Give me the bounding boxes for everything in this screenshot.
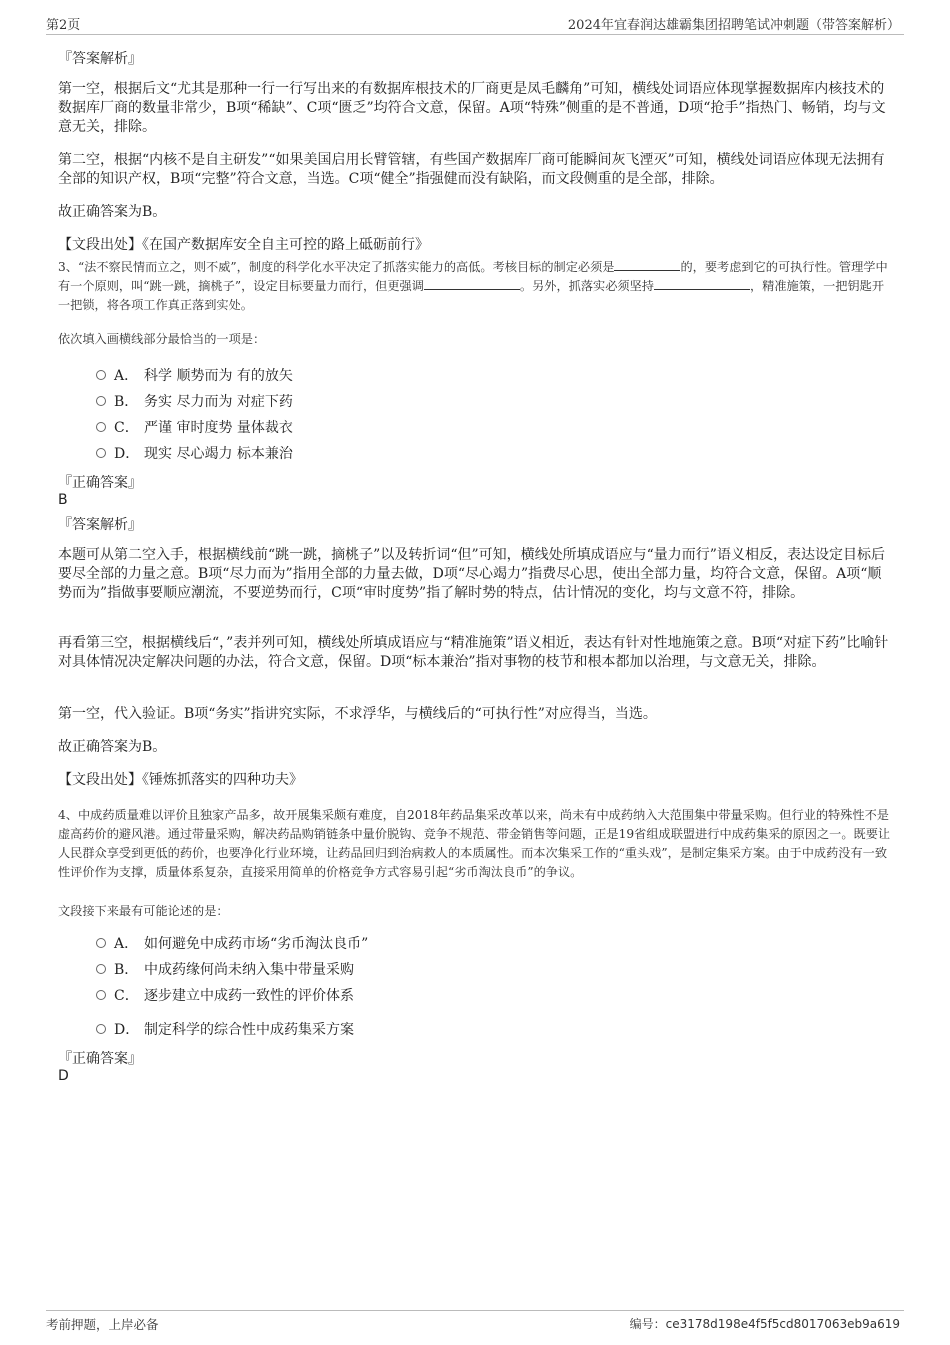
page-number: 第2页 (46, 18, 81, 33)
q3-prompt: 依次填入画横线部分最恰当的一项是： (58, 332, 266, 346)
q3-option-d[interactable]: D． 现实 尽心竭力 标本兼治 (96, 444, 293, 464)
q3-analysis-p3: 第一空，代入验证。B项“务实”指讲究实际，不求浮华，与横线后的“可执行性”对应得当，当选。 (58, 706, 657, 722)
q3-source: 【文段出处】《锤炼抓落实的四种功夫》 (58, 772, 303, 788)
q2-conclusion: 故正确答案为B。 (58, 204, 167, 220)
radio-icon[interactable] (96, 422, 106, 432)
q3-blank-3 (654, 277, 750, 290)
q3-analysis-p2: 再看第三空，根据横线后“，”表并列可知，横线处所填成语应与“精准施策”语义相近，表达有针对性地施策之意。B项“对症下药”比喻针对具体情况决定解决问题的办法，符合文意，保留。D项“标本兼治”指对事物的枝节和根本都加以治理，与文意无关，排除。 (58, 635, 889, 670)
q4-prompt: 文段接下来最有可能论述的是： (58, 904, 229, 918)
q4-option-b[interactable]: B． 中成药缘何尚未纳入集中带量采购 (96, 960, 354, 980)
footer-slogan: 考前押题，上岸必备 (46, 1317, 159, 1332)
q3-option-c[interactable]: C． 严谨 审时度势 量体裁衣 (96, 418, 293, 438)
q3-answer-label: 『正确答案』 (58, 475, 142, 491)
radio-icon[interactable] (96, 990, 106, 1000)
q3-stem-part-b: 的，要考虑到它的可执行性。管理学中有一个原则，叫“跳一跳，摘桃子”，设定目标要量力而行，但更强调 (58, 260, 888, 293)
q3-option-b[interactable]: B． 务实 尽力而为 对症下药 (96, 392, 293, 412)
radio-icon[interactable] (96, 448, 106, 458)
q4-answer: D (58, 1068, 69, 1084)
q4-option-d[interactable]: D． 制定科学的综合性中成药集采方案 (96, 1020, 354, 1040)
q3-answer: B (58, 492, 68, 508)
q3-conclusion: 故正确答案为B。 (58, 739, 167, 755)
q4-option-c[interactable]: C． 逐步建立中成药一致性的评价体系 (96, 986, 354, 1006)
q2-analysis-label: 『答案解析』 (58, 51, 142, 67)
q3-analysis-label: 『答案解析』 (58, 517, 142, 533)
q3-blank-1 (614, 258, 680, 271)
radio-icon[interactable] (96, 396, 106, 406)
document-title: 2024年宜春润达雄霸集团招聘笔试冲刺题（带答案解析） (567, 18, 900, 33)
q3-analysis-p1: 本题可从第二空入手，根据横线前“跳一跳，摘桃子”以及转折词“但”可知，横线处所填成语应与“量力而行”语义相反，表达设定目标后要尽全部的力量之意。B项“尽力而为”指用全部的力量去做，D项“尽心竭力”指费尽心思，使出全部力量，均符合文意，保留。A项“顺势而为”指做事要顺应潮流，不要逆势而行，C项“审时度势”指了解时势的特点，估计情况的变化，均与文意不符，排除。 (58, 547, 885, 601)
q3-stem-part-c: 。另外，抓落实必须坚持 (519, 279, 654, 293)
q3-option-a[interactable]: A． 科学 顺势而为 有的放矢 (96, 366, 293, 386)
q3-stem-part-a: 3、“法不察民情而立之，则不威”，制度的科学化水平决定了抓落实能力的高低。考核目标的制定必须是 (58, 260, 615, 274)
q3-blank-2 (424, 277, 520, 290)
radio-icon[interactable] (96, 1024, 106, 1034)
q4-answer-label: 『正确答案』 (58, 1051, 142, 1067)
page-header (46, 12, 904, 35)
q4-stem: 4、中成药质量难以评价且独家产品多，故开展集采颇有难度，自2018年药品集采改革以来，尚未有中成药纳入大范围集中带量采购。但行业的特殊性不是虚高药价的避风港。通过带量采购，解决药品购销链条中量价脱钩、竞争不规范、带金销售等问题，正是19省组成联盟进行中成药集采的原因之一。既要让人民群众享受到更低的药价，也要净化行业环境，让药品回归到治病救人的本质属性。而本次集采工作的“重头戏”，是制定集采方案。由于中成药没有一致性评价作为支撑，质量体系复杂，直接采用简单的价格竞争方式容易引起“劣币淘汰良币”的争议。 (58, 808, 891, 879)
q3-stem (58, 258, 892, 315)
q2-analysis-p2: 第二空，根据“内核不是自主研发”“如果美国启用长臂管辖，有些国产数据库厂商可能瞬间灰飞湮灭”可知，横线处词语应体现无法拥有全部的知识产权，B项“完整”符合文意，当选。C项“健全”指强健而没有缺陷，而文段侧重的是全部，排除。 (58, 152, 885, 187)
document-code: 编号：ce3178d198e4f5f5cd8017063eb9a619 (629, 1317, 900, 1331)
radio-icon[interactable] (96, 370, 106, 380)
q2-analysis-p1: 第一空，根据后文“尤其是那种一行一行写出来的有数据库根技术的厂商更是凤毛麟角”可知，横线处词语应体现掌握数据库内核技术的数据库厂商的数量非常少，B项“稀缺”、C项“匮乏”均符合文意，保留。A项“特殊”侧重的是不普通，D项“抢手”指热门、畅销，均与文意无关，排除。 (58, 81, 886, 135)
radio-icon[interactable] (96, 964, 106, 974)
q2-source: 【文段出处】《在国产数据库安全自主可控的路上砥砺前行》 (58, 237, 429, 253)
page-footer (46, 1310, 904, 1335)
radio-icon[interactable] (96, 938, 106, 948)
q3-stem-part-d: ，精准施策，一把钥匙开一把锁，将各项工作真正落到实处。 (58, 279, 885, 312)
q4-option-a[interactable]: A． 如何避免中成药市场“劣币淘汰良币” (96, 934, 368, 954)
